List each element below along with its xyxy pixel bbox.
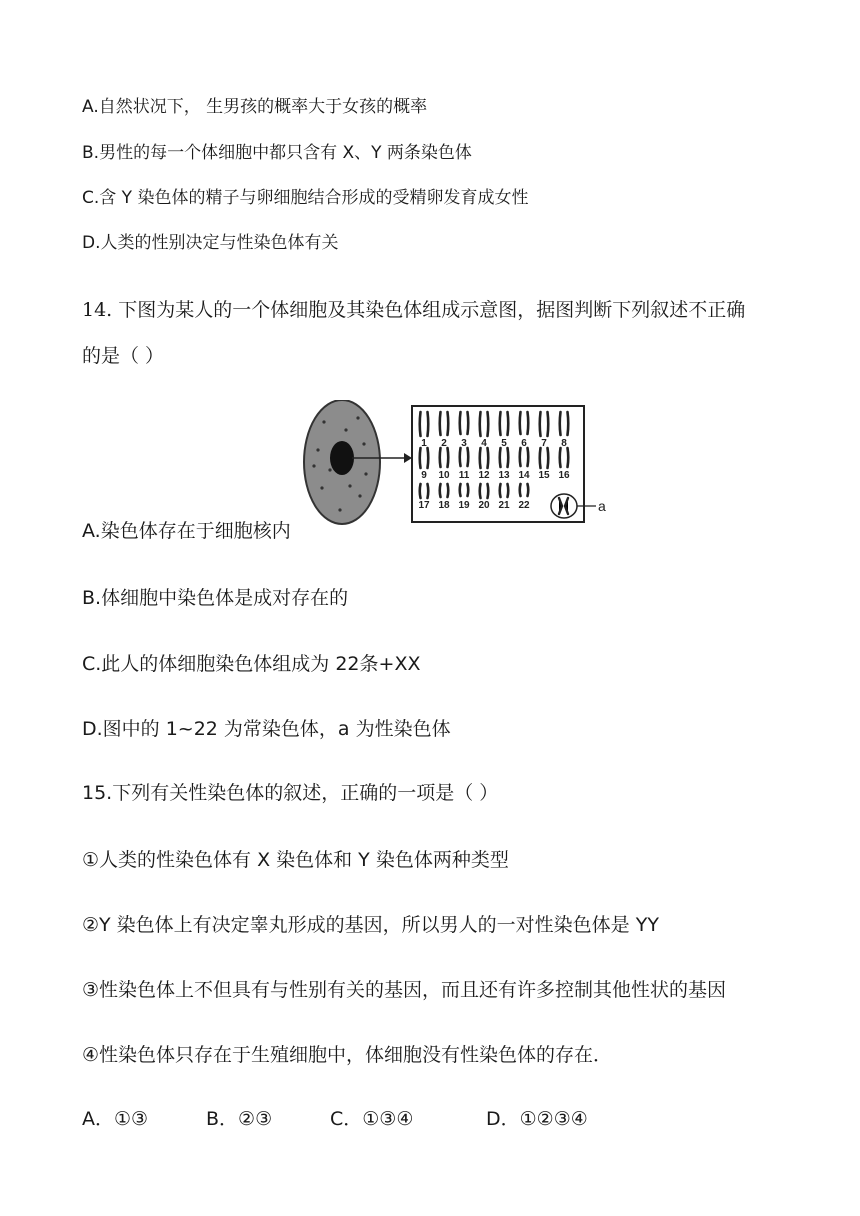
chromosome-number-label: 4 <box>481 438 487 449</box>
chromosome-number-label: 13 <box>498 470 510 481</box>
chromosome-number-label: 21 <box>498 500 510 511</box>
chromosome-number-label: 15 <box>538 470 550 481</box>
q15-statement-3: ③性染色体上不但具有与性别有关的基因，而且还有许多控制其他性状的基因 <box>82 979 727 1001</box>
q14-stem-text: 下图为某人的一个体细胞及其染色体组成示意图，据图判断下列叙述不正确 <box>112 299 746 321</box>
q14-stem-line2: 的是（ ） <box>82 345 165 367</box>
chromosome-number-label: 5 <box>501 438 507 449</box>
chromosome-number-label: 16 <box>558 470 570 481</box>
q14-stem-line1 <box>82 295 745 322</box>
q14-option-a: A.染色体存在于细胞核内 <box>82 520 291 542</box>
chromosome-number-label: 2 <box>441 438 447 449</box>
q15-answer-a[interactable]: A．①③ <box>82 1108 149 1130</box>
arrow-head <box>404 453 412 463</box>
chromosome-number-label: 11 <box>458 470 470 481</box>
q13-option-d: D.人类的性别决定与性染色体有关 <box>82 233 339 253</box>
chromosome-number-label: 3 <box>461 438 467 449</box>
chromosome-number-label: 9 <box>421 470 427 481</box>
q14-option-d: D.图中的 1~22 为常染色体，a 为性染色体 <box>82 718 451 740</box>
chromosome-number-label: 10 <box>438 470 450 481</box>
sex-chromosome-label: a <box>598 498 606 514</box>
chromosome-number-label: 18 <box>438 500 450 511</box>
cell-karyotype-figure <box>300 400 612 532</box>
q13-option-b: B.男性的每一个体细胞中都只含有 X、Y 两条染色体 <box>82 143 472 163</box>
chromosome-number-label: 6 <box>521 438 527 449</box>
chromosome-number-label: 14 <box>518 470 530 481</box>
q15-statement-4: ④性染色体只存在于生殖细胞中，体细胞没有性染色体的存在． <box>82 1044 613 1066</box>
q14-option-b: B.体细胞中染色体是成对存在的 <box>82 587 349 609</box>
chromosome-number-label: 8 <box>561 438 567 449</box>
q14-option-c: C.此人的体细胞染色体组成为 22条+XX <box>82 653 421 675</box>
chromosome-number-label: 12 <box>478 470 490 481</box>
q15-stem: 15.下列有关性染色体的叙述，正确的一项是（ ） <box>82 782 499 804</box>
q13-option-c: C.含 Y 染色体的精子与卵细胞结合形成的受精卵发育成女性 <box>82 188 529 208</box>
q15-answer-b[interactable]: B．②③ <box>206 1108 273 1130</box>
chromosome-number-label: 20 <box>478 500 490 511</box>
chromosome-number-label: 7 <box>541 438 547 449</box>
chromosome-number-label: 1 <box>421 438 427 449</box>
q14-number: 14. <box>82 299 113 321</box>
q15-statement-1: ①人类的性染色体有 X 染色体和 Y 染色体两种类型 <box>82 849 509 871</box>
chromosome-number-label: 22 <box>518 500 530 511</box>
q15-answer-d[interactable]: D．①②③④ <box>486 1108 588 1130</box>
q15-answer-c[interactable]: C．①③④ <box>330 1108 414 1130</box>
nucleus <box>330 441 354 475</box>
chromosome-number-label: 19 <box>458 500 470 511</box>
chromosome-number-label: 17 <box>418 500 430 511</box>
q15-statement-2: ②Y 染色体上有决定睾丸形成的基因，所以男人的一对性染色体是 YY <box>82 914 659 936</box>
q13-option-a: A.自然状况下， 生男孩的概率大于女孩的概率 <box>82 97 428 117</box>
